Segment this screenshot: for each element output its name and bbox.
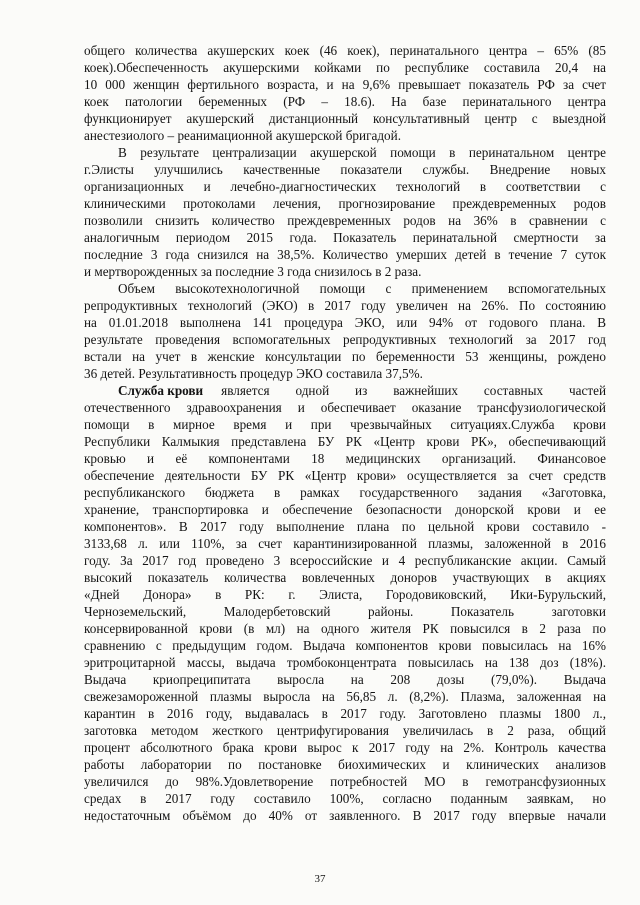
text-line: 36 детей. Результативность процедур ЭКО составила 37,5%. — [84, 366, 423, 381]
text-line: организационных и лечебно-диагностических технологий в соответствии с — [84, 179, 606, 194]
text-line: Выдача криопреципитата выросла на 208 дозы (79,0%). Выдача — [84, 672, 606, 687]
text-line: компонентов». В 2017 году выполнение плана по цельной крови составило - — [84, 519, 606, 534]
text-line: хранение, транспортировка и обеспечение безопасности донорской крови и ее — [84, 502, 606, 517]
text-line: 3133,68 л. или 110%, за счет карантинизированной плазмы, заложенной в 2016 — [84, 536, 606, 551]
text-line: В результате централизации акушерской помощи в перинатальном центре — [118, 145, 606, 160]
text-line: результате проведения вспомогательных репродуктивных технологий за 2017 год — [84, 332, 606, 347]
text-line: коек).Обеспеченность акушерскими койками по республике составила 20,4 на — [84, 60, 606, 75]
text-line: Республики Калмыкия представлена БУ РК «Центр крови РК», обеспечивающий — [84, 434, 606, 449]
text-line: репродуктивных технологий (ЭКО) в 2017 году увеличен на 26%. По состоянию — [84, 298, 606, 313]
text-line: «Дней Донора» в РК: г. Элиста, Городовиковский, Ики-Бурульский, — [84, 587, 606, 602]
text-line: обеспечение деятельности БУ РК «Центр крови» осуществляется за счет средств — [84, 468, 606, 483]
text-line: процент абсолютного брака крови вырос к 2017 году на 2%. Контроль качества — [84, 740, 606, 755]
text-line: карантин в 2016 году, выдавалась в 2017 году. Заготовлено плазмы 1800 л., — [84, 706, 606, 721]
text-line: недостаточным объёмом до 40% от заявленного. В 2017 году впервые начали — [84, 808, 606, 823]
text-line: общего количества акушерских коек (46 коек), перинатального центра – 65% (85 — [84, 43, 606, 58]
text-line: позволили снизить количество преждевременных родов на 36% в сравнении с — [84, 213, 606, 228]
text-line: эритроцитарной массы, выдача тромбоконцентрата повысилась на 138 доз (18%). — [84, 655, 606, 670]
text-line: на 01.01.2018 выполнена 141 процедура ЭКО, или 94% от годового плана. В — [84, 315, 606, 330]
text-line: г.Элисты улучшились качественные показатели службы. Внедрение новых — [84, 162, 606, 177]
text-line: анестезиолого – реанимационной акушерской бригадой. — [84, 128, 401, 143]
text-line: встали на учет в женские консультации по беременности 53 женщины, рождено — [84, 349, 606, 364]
section-heading-blood-service: Служба крови — [118, 383, 204, 398]
text-line: консервированной крови (в мл) на одного жителя РК повысился в 2 раза по — [84, 621, 606, 636]
text-line — [118, 384, 606, 398]
text-line: клиническими протоколами лечения, прогнозирование преждевременных родов — [84, 196, 606, 211]
text-line: году. За 2017 год проведено 3 всероссийские и 4 республиканские акции. Самый — [84, 553, 606, 568]
text-line: работы лаборатории по постановке биохимических и клинических анализов — [84, 757, 606, 772]
text-line: кровью и её компонентами 18 медицинских организаций. Финансовое — [84, 451, 606, 466]
page-number: 37 — [314, 873, 326, 885]
text-fragment: является одной из важнейших составных частей — [221, 383, 606, 398]
text-line: республиканского бюджета в рамках государственного задания «Заготовка, — [84, 485, 606, 500]
text-line: аналогичным периодом 2015 года. Показатель перинатальной смертности за — [84, 230, 606, 245]
text-line: Объем высокотехнологичной помощи с применением вспомогательных — [118, 281, 606, 296]
text-line: высокий показатель количества вовлеченных доноров участвующих в акциях — [84, 570, 606, 585]
text-line: последние 3 года снизился на 38,5%. Количество умерших детей в течение 7 суток — [84, 247, 606, 262]
text-line: 10 000 женщин фертильного возраста, и на 9,6% превышает показатель РФ за счет — [84, 77, 606, 92]
text-line: свежезамороженной плазмы выросла на 56,85 л. (8,2%). Плазма, заложенная на — [84, 689, 606, 704]
text-line: коек патологии беременных (РФ – 18.6). На базе перинатального центра — [84, 94, 606, 109]
text-line: функционирует акушерский дистанционный консультативный центр с выездной — [84, 111, 606, 126]
text-line: и мертворожденных за последние 3 года снизилось в 2 раза. — [84, 264, 422, 279]
text-line: помощи в мирное время и при чрезвычайных ситуациях.Служба крови — [84, 417, 606, 432]
text-line: заготовка методом жесткого центрифугирования увеличилась в 2 раза, общий — [84, 723, 606, 738]
text-line: увеличился до 98%.Удовлетворение потребностей МО в гемотрансфузионных — [84, 774, 606, 789]
text-line: средах в 2017 году составило 100%, согласно поданным заявкам, но — [84, 791, 606, 806]
text-line: сравнению с предыдущим годом. Выдача компонентов крови повысилась на 16% — [84, 638, 606, 653]
text-line: Черноземельский, Малодербетовский районы. Показатель заготовки — [84, 604, 606, 619]
text-line: отечественного здравоохранения и обеспечивает оказание трансфузиологической — [84, 400, 606, 415]
